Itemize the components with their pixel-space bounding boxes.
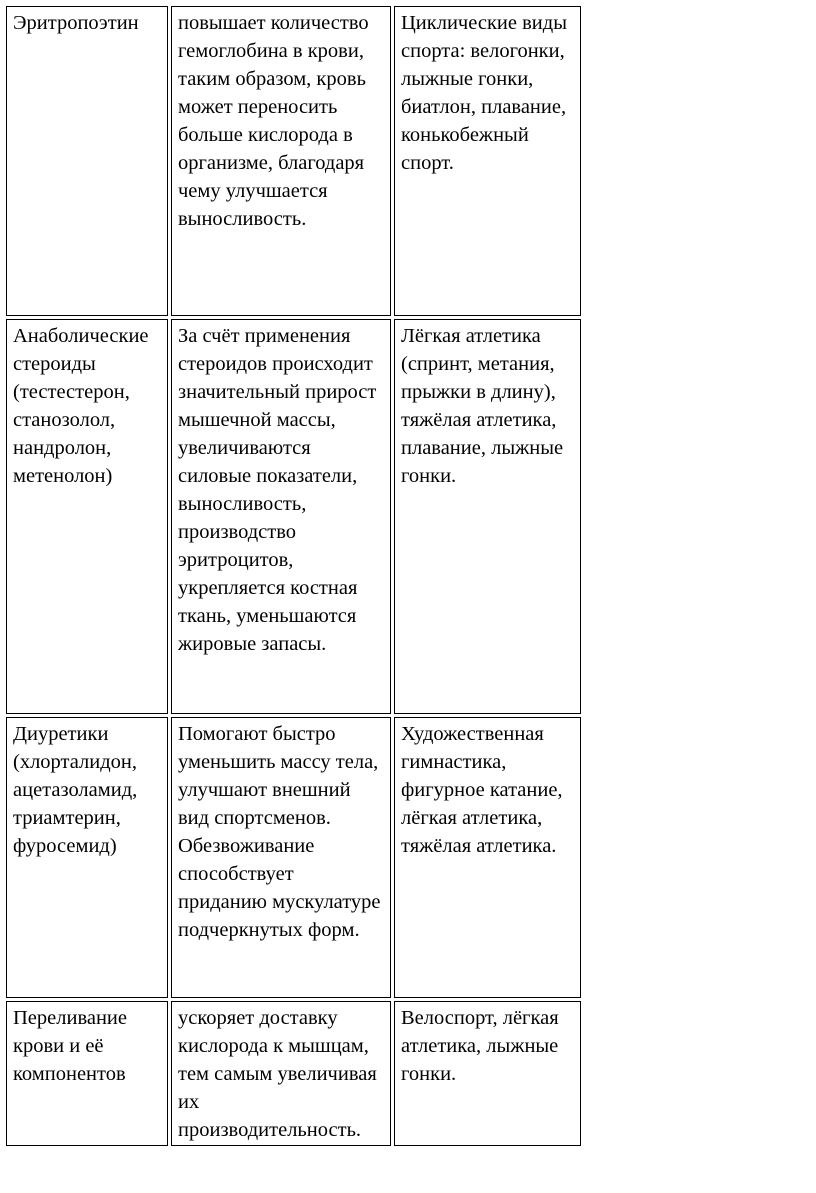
substance-text: Анаболические стероиды (тестестерон, станозолол, нандролон, метенолон) [13,325,149,487]
substance-text: Эритропоэтин [13,12,139,34]
sports-text: Художественная гимнастика, фигурное катание, лёгкая атлетика, тяжёлая атлетика. [401,723,563,857]
substance-text: Диуретики (хлорталидон, ацетазоламид, триамтерин, фуросемид) [13,723,138,857]
sports-text: Велоспорт, лёгкая атлетика, лыжные гонки. [401,1007,559,1085]
sports-text: Циклические виды спорта: велогонки, лыжные гонки, биатлон, плавание, конькобежный спорт. [401,12,567,174]
sports-text: Лёгкая атлетика (спринт, метания, прыжки в длину), тяжёлая атлетика, плавание, лыжные гонки. [401,325,564,487]
substance-text: Переливание крови и её компонентов [13,1007,128,1085]
substance-cell [6,319,168,714]
effect-text: ускоряет доставку кислорода к мышцам, тем самым увеличивая их производительность. [178,1007,377,1141]
effect-text: повышает количество гемоглобина в крови, таким образом, кровь может переносить больше кислорода в организме, благодаря чему улучшается выносливость. [178,12,369,230]
table-row [6,717,581,998]
effect-cell [171,717,391,998]
table-row [6,1001,581,1146]
doping-table [3,3,584,1149]
effect-text: За счёт применения стероидов происходит значительный прирост мышечной массы, увеличиваются силовые показатели, выносливость, производство эритроцитов, укрепляется костная ткань, уменьшаются жировые запасы. [178,325,377,655]
substance-cell [6,717,168,998]
sports-cell [394,717,581,998]
table-row [6,319,581,714]
effect-cell [171,319,391,714]
substance-cell [6,6,168,316]
effect-cell [171,6,391,316]
table-row [6,6,581,316]
effect-text: Помогают быстро уменьшить массу тела, улучшают внешний вид спортсменов. Обезвоживание способствует приданию мускулатуре подчеркнутых форм. [178,723,381,941]
sports-cell [394,319,581,714]
effect-cell [171,1001,391,1146]
sports-cell [394,6,581,316]
substance-cell [6,1001,168,1146]
sports-cell [394,1001,581,1146]
